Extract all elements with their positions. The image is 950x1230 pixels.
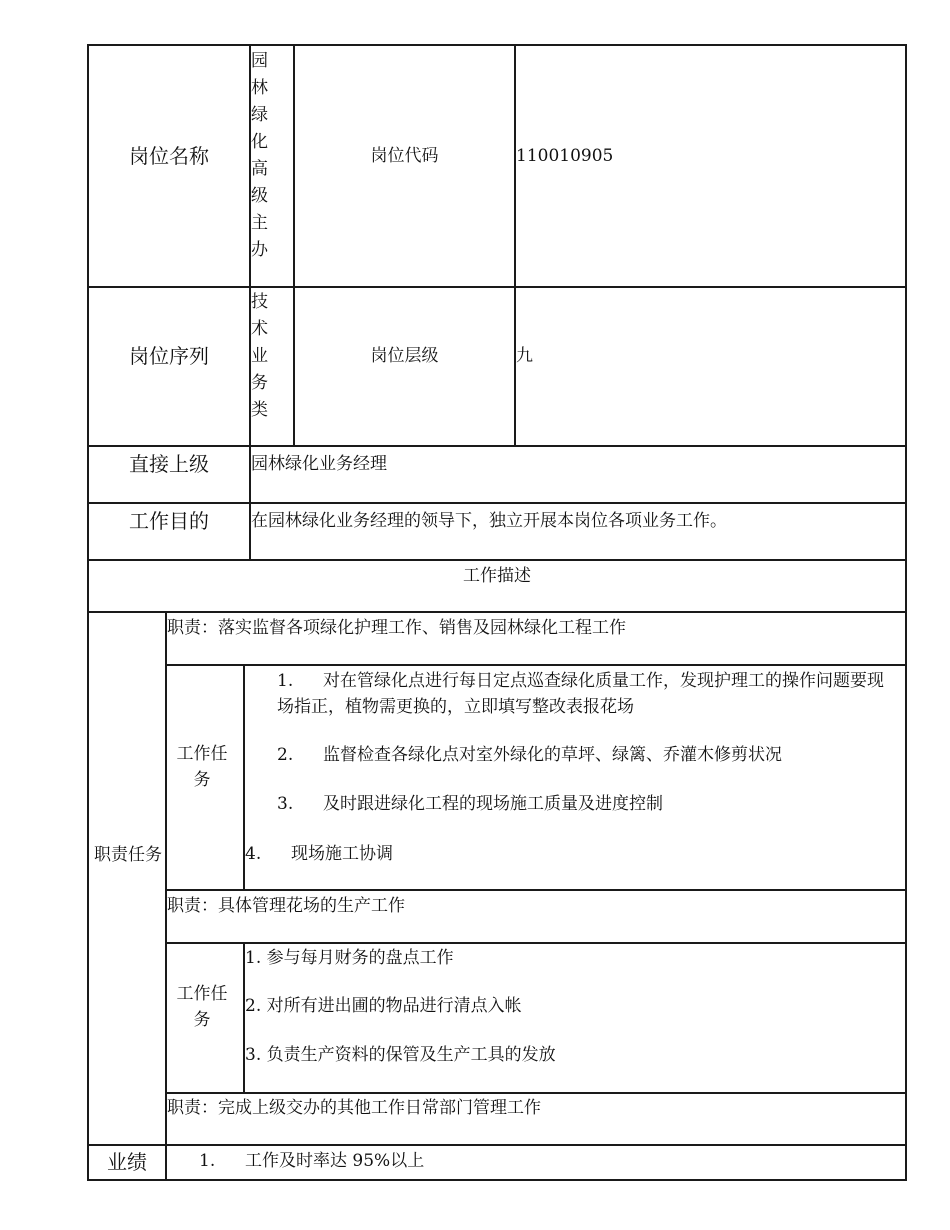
task-1-1-number: 1.	[277, 671, 294, 691]
task-1-1	[277, 668, 889, 720]
description-title: 工作描述	[463, 566, 531, 586]
duty-2: 职责：具体管理花场的生产工作	[167, 896, 405, 916]
table-border-top	[87, 44, 907, 46]
row-divider	[87, 611, 907, 613]
performance-item-1-text: 工作及时率达 95%以上	[245, 1151, 425, 1171]
performance-item-1-number: 1.	[199, 1151, 216, 1171]
task-1-3-number: 3.	[277, 794, 294, 814]
post-level-label: 岗位层级	[370, 346, 439, 366]
task-1-2-number: 2.	[277, 745, 294, 765]
task-1-3-text: 及时跟进绿化工程的现场施工质量及进度控制	[323, 794, 663, 814]
duty-1: 职责：落实监督各项绿化护理工作、销售及园林绿化工程工作	[167, 618, 626, 638]
superior-label: 直接上级	[129, 452, 209, 476]
task-2-1: 1. 参与每月财务的盘点工作	[245, 948, 454, 968]
row-divider	[87, 559, 907, 561]
purpose-value: 在园林绿化业务经理的领导下，独立开展本岗位各项业务工作。	[251, 511, 727, 531]
task-1-4-text: 现场施工协调	[291, 844, 393, 864]
task-label-2: 工作任务	[176, 984, 228, 1030]
row-divider	[87, 502, 907, 504]
post-code-label: 岗位代码	[370, 146, 439, 166]
task-1-1-text: 对在管绿化点进行每日定点巡查绿化质量工作，发现护理工的操作问题要现场指正，植物需更换的，立即填写整改表报花场	[277, 671, 884, 717]
task-1-4-number: 4.	[245, 844, 262, 864]
post-code-value: 110010905	[516, 146, 614, 166]
row-divider	[165, 889, 907, 891]
post-level-value: 九	[516, 346, 533, 366]
row-divider	[87, 286, 907, 288]
row-divider	[87, 1144, 907, 1146]
task-2-3: 3. 负责生产资料的保管及生产工具的发放	[245, 1045, 556, 1065]
task-label-1: 工作任务	[176, 744, 228, 790]
post-name-value: 园林绿化高级主办	[251, 51, 268, 260]
col-divider	[293, 44, 295, 446]
performance-label: 业绩	[107, 1150, 147, 1174]
task-1-2-text: 监督检查各绿化点对室外绿化的草坪、绿篱、乔灌木修剪状况	[323, 745, 782, 765]
task-1-2	[277, 742, 782, 768]
purpose-label: 工作目的	[129, 509, 209, 533]
row-divider	[165, 942, 907, 944]
task-2-2: 2. 对所有进出圃的物品进行清点入帐	[245, 996, 522, 1016]
duty-3: 职责：完成上级交办的其他工作日常部门管理工作	[167, 1098, 541, 1118]
post-series-label: 岗位序列	[129, 344, 209, 368]
task-1-3	[277, 791, 663, 817]
post-series-value: 技术业务类	[251, 292, 268, 420]
post-name-label: 岗位名称	[129, 144, 209, 168]
row-divider	[87, 445, 907, 447]
col-divider	[514, 44, 516, 446]
superior-value: 园林绿化业务经理	[251, 454, 387, 474]
task-1-4	[245, 841, 393, 867]
duties-side-label: 职责任务	[94, 845, 162, 865]
table-border-bottom	[87, 1179, 907, 1181]
row-divider	[165, 1092, 907, 1094]
performance-item-1	[199, 1148, 424, 1174]
row-divider	[165, 664, 907, 666]
